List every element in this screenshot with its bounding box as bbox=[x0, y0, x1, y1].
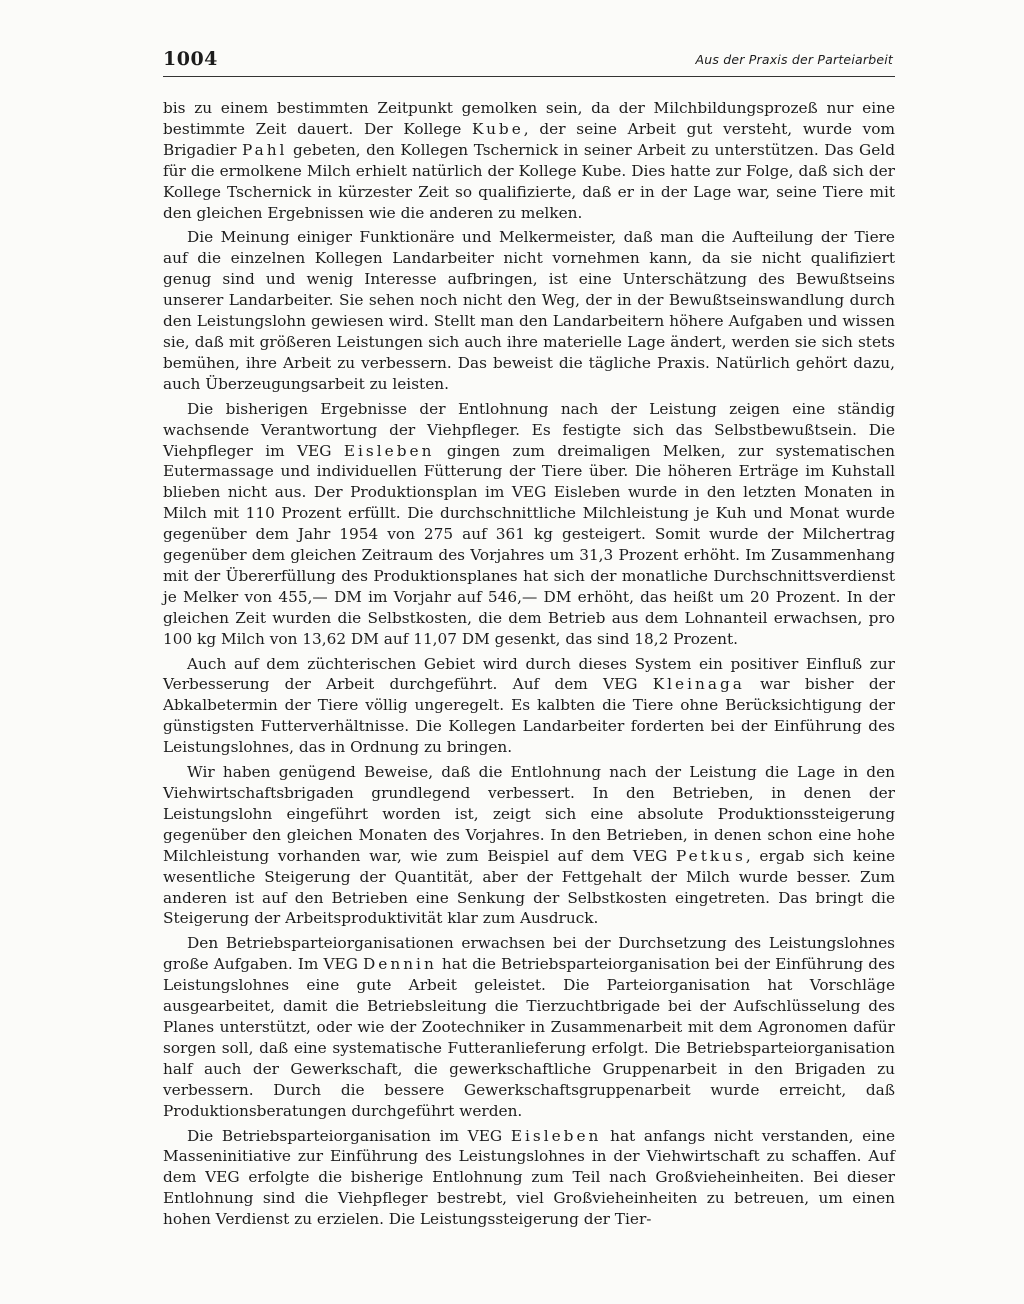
text-run: bis zu einem bestimmten Zeitpunkt gemolken sein, da der Milchbildungsprozeß nur eine bestimmte Zeit dauert. Der Kollege bbox=[163, 99, 895, 138]
spaced-name: Eisleben bbox=[510, 1126, 602, 1145]
text-run: gingen zum dreimaligen Melken, zur systematischen Eutermassage und individuellen Fütterung der Tiere über. Die höheren Erträge im Kuhstall blieben nicht aus. Der Produktionsplan im VEG Eisleben wurde in den letzten Monaten in Milch mit 110 Prozent erfüllt. Die durchschnittliche Milchleistung je Kuh und Monat wurde gegenüber dem Jahr 1954 von 275 auf 361 kg gesteigert. Somit wurde der Milchertrag gegenüber dem gleichen Zeitraum des Vorjahres um 31,3 Prozent erhöht. Im Zusammenhang mit der Übererfüllung des Produktionsplanes hat sich der monatliche Durchschnittsverdienst je Melker von 455,— DM im Vorjahr auf 546,— DM erhöht, das heißt um 20 Prozent. In der gleichen Zeit wurden die Selbstkosten, die dem Betrieb aus dem Lohnanteil erwachsen, pro 100 kg Milch von 13,62 DM auf 11,07 DM gesenkt, das sind 18,2 Prozent. bbox=[163, 441, 895, 648]
text-run: hat die Betriebsparteiorganisation bei der Einführung des Leistungslohnes eine gute Arbeit geleistet. Die Parteiorganisation hat Vorschläge ausgearbeitet, damit die Betriebsleitung die Tierzuchtbrigade bei der Aufschlüsselung des Planes unterstützt, oder wie der Zootechniker in Zusammenarbeit mit dem Agronomen dafür sorgen soll, daß eine systematische Futteranlieferung erfolgt. Die Betriebsparteiorganisation half auch der Gewerkschaft, die gewerkschaftliche Gruppenarbeit in den Brigaden zu verbessern. Durch die bessere Gewerkschaftsgruppenarbeit wurde erreicht, daß Produktionsberatungen durchgeführt werden. bbox=[163, 955, 895, 1120]
paragraph-3 bbox=[163, 399, 895, 650]
spaced-name: Dennin bbox=[363, 955, 437, 974]
spaced-name: Eisleben bbox=[343, 441, 435, 460]
text-run: Die Meinung einiger Funktionäre und Melkermeister, daß man die Aufteilung der Tiere auf die einzelnen Kollegen Landarbeiter nicht vornehmen kann, da sie nicht qualifiziert genug sind und wenig Interesse aufbringen, ist eine Unterschätzung des Bewußtseins unserer Landarbeiter. Sie sehen noch nicht den Weg, der in der Bewußtseinswandlung durch den Leistungslohn gewiesen wird. Stellt man den Landarbeitern höhere Aufgaben und wissen sie, daß mit größeren Leistungen sich auch ihre materielle Lage ändert, werden sie sich stets bemühen, ihre Arbeit zu verbessern. Das beweist die tägliche Praxis. Natürlich gehört dazu, auch Überzeugungsarbeit zu leisten. bbox=[163, 228, 895, 393]
text-run: , ergab sich keine wesentliche Steigerung der Quantität, aber der Fettgehalt der Milch wurde besser. Zum anderen ist auf den Betrieben eine Senkung der Selbstkosten eingetreten. Das bringt die Steigerung der Arbeitsproduktivität klar zum Ausdruck. bbox=[163, 846, 895, 928]
spaced-name: Kleinaga bbox=[652, 675, 745, 694]
text-run: , der seine Arbeit gut versteht, wurde vom Brigadier bbox=[163, 119, 896, 159]
spaced-name: Petkus bbox=[676, 846, 746, 865]
spaced-name: Kube bbox=[471, 119, 524, 138]
paragraph-2 bbox=[163, 227, 895, 394]
paragraph-5 bbox=[163, 762, 895, 929]
paragraph-6 bbox=[163, 933, 895, 1121]
text-run: gebeten, den Kollegen Tschernick in seiner Arbeit zu unterstützen. Das Geld für die ermolkene Milch erhielt natürlich der Kollege Kube. Dies hatte zur Folge, daß sich der Kollege Tschernick in kürzester Zeit so qualifizierte, daß er in der Lage war, seine Tiere mit den gleichen Ergebnissen wie die anderen zu melken. bbox=[163, 140, 895, 222]
text-run: Wir haben genügend Beweise, daß die Entlohnung nach der Leistung die Lage in den Viehwirtschaftsbrigaden grundlegend verbessert. In den Betrieben, in denen der Leistungslohn eingeführt worden ist, zeigt sich eine absolute Produktionssteigerung gegenüber den gleichen Monaten des Vorjahres. In den Betrieben, in denen schon eine hohe Milchleistung vorhanden war, wie zum Beispiel auf dem VEG bbox=[163, 763, 895, 865]
page-header bbox=[163, 46, 895, 77]
text-run: hat anfangs nicht verstanden, eine Masseninitiative zur Einführung des Leistungslohnes in der Viehwirtschaft zu schaffen. Auf dem VEG erfolgte die bisherige Entlohnung zum Teil nach Großvieheinheiten. Bei dieser Entlohnung sind die Viehpfleger bestrebt, viel Großvieheinheiten zu betreuen, um einen hohen Verdienst zu erzielen. Die Leistungssteigerung der Tier- bbox=[163, 1126, 896, 1229]
spaced-name: Pahl bbox=[241, 140, 288, 159]
text-run: war bisher der Abkalbetermin der Tiere völlig ungeregelt. Es kalbten die Tiere ohne Berücksichtigung der günstigsten Futterverhältnisse. Die Kollegen Landarbeiter forderten bei der Einführung des Leistungslohnes, das in Ordnung zu bringen. bbox=[163, 675, 895, 757]
text-run: Den Betriebsparteiorganisationen erwachsen bei der Durchsetzung des Leistungslohnes große Aufgaben. Im VEG bbox=[163, 934, 895, 974]
paragraph-1 bbox=[163, 98, 895, 223]
page-number: 1004 bbox=[163, 48, 218, 70]
paragraph-4 bbox=[163, 654, 895, 759]
text-run: Die Betriebsparteiorganisation im VEG bbox=[187, 1126, 511, 1145]
text-run: Die bisherigen Ergebnisse der Entlohnung nach der Leistung zeigen eine ständig wachsende Verantwortung der Viehpfleger. Es festigte sich das Selbstbewußtsein. Die Viehpfleger im VEG bbox=[163, 399, 895, 460]
running-head: Aus der Praxis der Parteiarbeit bbox=[695, 52, 893, 67]
paragraph-7 bbox=[163, 1126, 895, 1231]
body-text bbox=[163, 98, 895, 1234]
text-run: Auch auf dem züchterischen Gebiet wird durch dieses System ein positiver Einfluß zur Verbesserung der Arbeit durchgeführt. Auf dem VEG bbox=[163, 654, 895, 694]
